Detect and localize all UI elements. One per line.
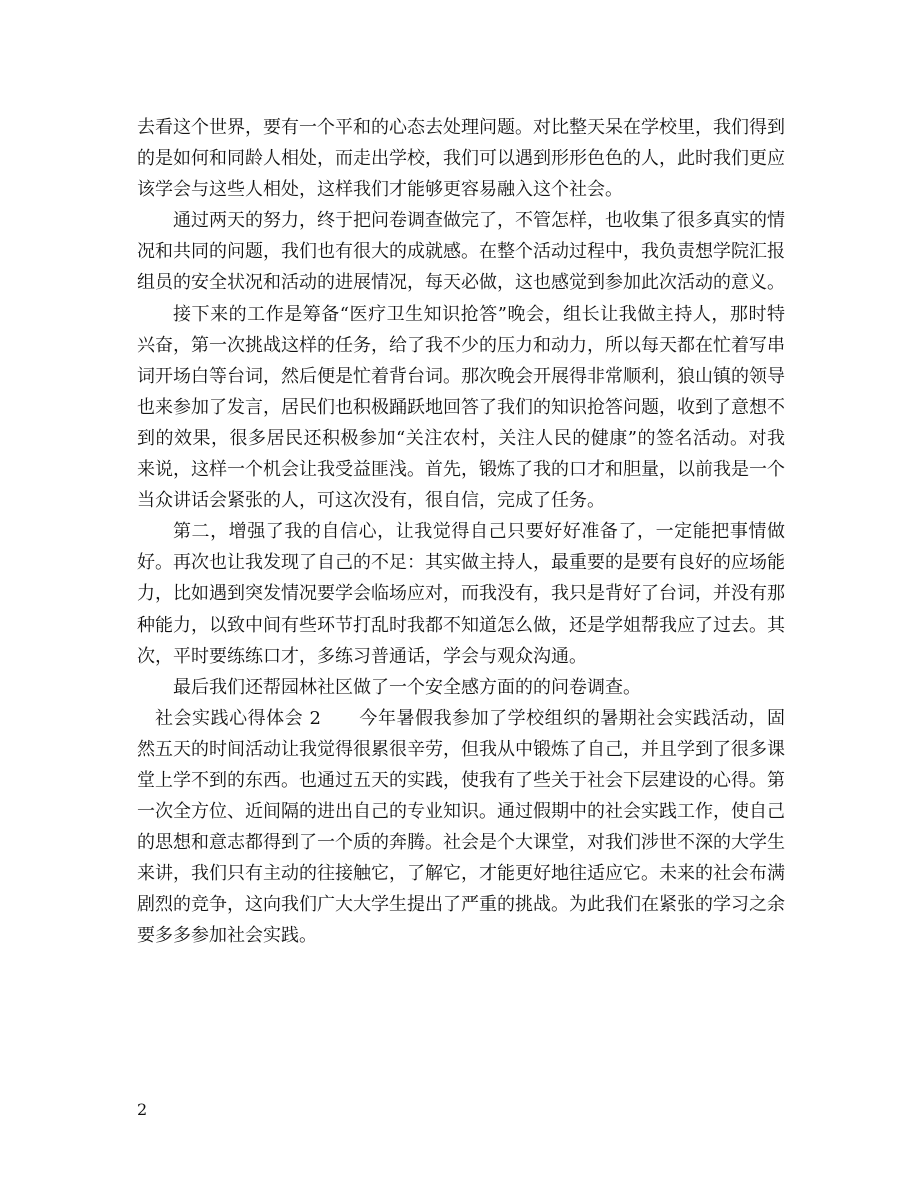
paragraph-evening-show: 接下来的工作是筹备“医疗卫生知识抢答”晚会，组长让我做主持人，那时特兴奋，第一次挑战这样的任务，给了我不少的压力和动力，所以每天都在忙着写串词开场白等台词，然后便是忙着背台词。那次晚会开展得非常顺利，狼山镇的领导也来参加了发言，居民们也积极踊跃地回答了我们的知识抢答问题，收到了意想不到的效果，很多居民还积极参加“关注农村，关注人民的健康”的签名活动。对我来说，这样一个机会让我受益匪浅。首先，锻炼了我的口才和胆量，以前我是一个当众讲话会紧张的人，可这次没有，很自信，完成了任务。 [137, 303, 785, 512]
page-number: 2 [137, 1100, 148, 1119]
section-2-heading: 社会实践心得体会 2 [155, 707, 321, 729]
paragraph-continuation: 去看这个世界，要有一个平和的心态去处理问题。对比整天呆在学校里，我们得到的是如何和同龄人相处，而走出学校，我们可以遇到形形色色的人，此时我们更应该学会与这些人相处，这样我们才能够更容易融入这个社会。 [137, 117, 785, 201]
document-body [137, 112, 785, 952]
paragraph-final-survey: 最后我们还帮园林社区做了一个安全感方面的的问卷调查。 [173, 676, 641, 698]
paragraph-confidence: 第二，增强了我的自信心，让我觉得自己只要好好准备了，一定能把事情做好。再次也让我发现了自己的不足：其实做主持人，最重要的是要有良好的应场能力，比如遇到突发情况要学会临场应对，而我没有，我只是背好了台词，并没有那种能力，以致中间有些环节打乱时我都不知道怎么做，还是学姐帮我应了过去。其次，平时要练练口才，多练习普通话，学会与观众沟通。 [137, 521, 785, 667]
section-2-paragraph [137, 703, 785, 952]
section-2-body: 今年暑假我参加了学校组织的暑期社会实践活动，固然五天的时间活动让我觉得很累很辛劳，但我从中锻炼了自己，并且学到了很多课堂上学不到的东西。也通过五天的实践，使我有了些关于社会下层建设的心得。第一次全方位、近间隔的进出自己的专业知识。通过假期中的社会实践工作，使自己的思想和意志都得到了一个质的奔腾。社会是个大课堂，对我们涉世不深的大学生来讲，我们只有主动的往接触它，了解它，才能更好地往适应它。未来的社会布满剧烈的竞争，这向我们广大大学生提出了严重的挑战。为此我们在紧张的学习之余要多多参加社会实践。 [137, 707, 785, 947]
paragraph-survey: 通过两天的努力，终于把问卷调查做完了，不管怎样，也收集了很多真实的情况和共同的问题，我们也有很大的成就感。在整个活动过程中，我负责想学院汇报组员的安全状况和活动的进展情况，每天必做，这也感觉到参加此次活动的意义。 [137, 210, 785, 294]
